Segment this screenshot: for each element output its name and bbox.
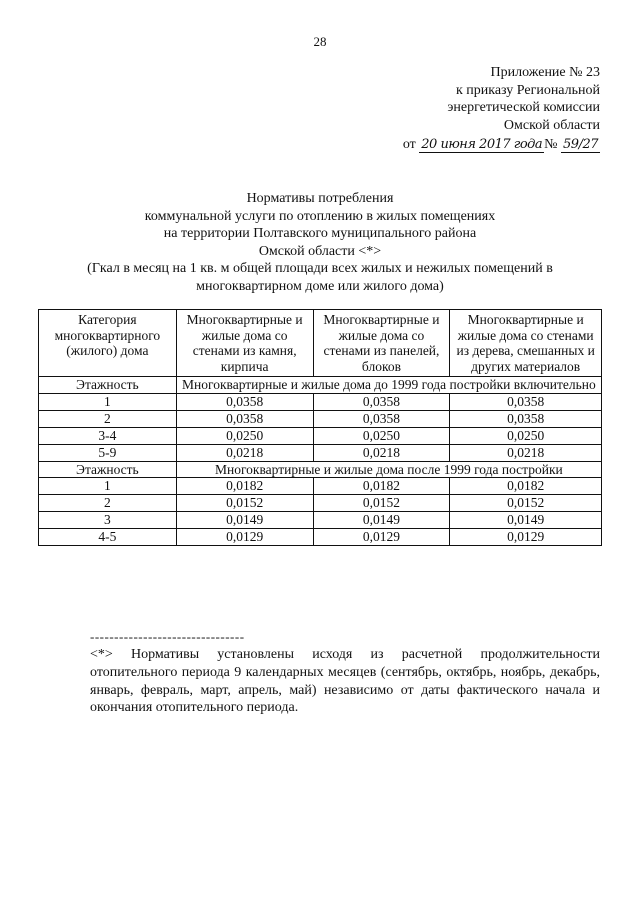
value-cell: 0,0152 xyxy=(450,495,602,512)
floors-cell: 5-9 xyxy=(39,444,177,461)
floors-cell: 3 xyxy=(39,512,177,529)
units-line: (Гкал в месяц на 1 кв. м общей площади всех жилых и нежилых помещений в xyxy=(87,261,553,276)
table-header-row xyxy=(39,310,602,377)
table-row xyxy=(39,393,602,410)
value-cell: 0,0250 xyxy=(176,427,313,444)
title-line: коммунальной услуги по отоплению в жилых помещениях xyxy=(144,208,496,224)
title-line: Нормативы потребления xyxy=(246,191,394,206)
order-date-number-line xyxy=(280,136,600,154)
value-cell: 0,0129 xyxy=(313,529,450,546)
value-cell: 0,0149 xyxy=(450,512,602,529)
value-cell: 0,0358 xyxy=(176,393,313,410)
table-row xyxy=(39,478,602,495)
appendix-line: энергетической комиссии xyxy=(447,100,600,115)
value-cell: 0,0182 xyxy=(176,478,313,495)
value-cell: 0,0149 xyxy=(176,512,313,529)
value-cell: 0,0358 xyxy=(313,410,450,427)
value-cell: 0,0182 xyxy=(313,478,450,495)
value-cell: 0,0218 xyxy=(450,444,602,461)
value-cell: 0,0152 xyxy=(313,495,450,512)
floors-cell: 1 xyxy=(39,478,177,495)
value-cell: 0,0250 xyxy=(313,427,450,444)
value-cell: 0,0358 xyxy=(450,410,602,427)
section-row xyxy=(39,377,602,394)
appendix-line: к приказу Региональной xyxy=(455,82,600,98)
value-cell: 0,0152 xyxy=(176,495,313,512)
table-row xyxy=(39,512,602,529)
floors-cell: 3-4 xyxy=(39,427,177,444)
appendix-line: Омской области xyxy=(503,117,600,133)
value-cell: 0,0250 xyxy=(450,427,602,444)
norms-table xyxy=(38,309,602,546)
units-line: многоквартирном доме или жилого дома) xyxy=(196,278,444,294)
value-cell: 0,0218 xyxy=(176,444,313,461)
header-category: Категория многоквартирного (жилого) дома xyxy=(39,310,177,377)
section-title: Многоквартирные и жилые дома после 1999 года постройки xyxy=(176,461,601,478)
table-row xyxy=(39,427,602,444)
handwritten-order-number: 59/27 xyxy=(563,137,598,152)
floors-cell: 4-5 xyxy=(39,529,177,546)
header-panel: Многоквартирные и жилые дома со стенами из панелей, блоков xyxy=(313,310,450,377)
footnote-separator: -------------------------------- xyxy=(90,629,245,644)
header-brick: Многоквартирные и жилые дома со стенами из камня, кирпича xyxy=(176,310,313,377)
table-row xyxy=(39,410,602,427)
number-prefix: № xyxy=(544,137,558,152)
table-row xyxy=(39,495,602,512)
value-cell: 0,0129 xyxy=(176,529,313,546)
value-cell: 0,0358 xyxy=(313,393,450,410)
floor-label: Этажность xyxy=(39,377,177,394)
header-wood: Многоквартирные и жилые дома со стенами из дерева, смешанных и других материалов xyxy=(450,310,602,377)
handwritten-date: 20 июня 2017 года xyxy=(421,137,543,152)
document-title xyxy=(40,190,600,295)
value-cell: 0,0358 xyxy=(450,393,602,410)
floors-cell: 2 xyxy=(39,495,177,512)
appendix-block xyxy=(280,64,600,154)
value-cell: 0,0218 xyxy=(313,444,450,461)
value-cell: 0,0149 xyxy=(313,512,450,529)
table-row xyxy=(39,444,602,461)
title-line: на территории Полтавского муниципального района xyxy=(163,226,477,241)
value-cell: 0,0358 xyxy=(176,410,313,427)
floors-cell: 2 xyxy=(39,410,177,427)
section-row xyxy=(39,461,602,478)
appendix-line: Приложение № 23 xyxy=(490,65,600,80)
page-number: 28 xyxy=(313,34,327,49)
table-row xyxy=(39,529,602,546)
value-cell: 0,0129 xyxy=(450,529,602,546)
floor-label: Этажность xyxy=(39,461,177,478)
floors-cell: 1 xyxy=(39,393,177,410)
section-title: Многоквартирные и жилые дома до 1999 года постройки включительно xyxy=(176,377,601,394)
date-prefix: от xyxy=(402,137,416,152)
footnote-text: <*> Нормативы установлены исходя из расчетной продолжительности отопительного периода 9 календарных месяцев (сентябрь, октябрь, ноябрь, декабрь, январь, февраль, март, апрель, май) независимо от даты фактического начала и окончания отопительного периода. xyxy=(90,647,600,716)
value-cell: 0,0182 xyxy=(450,478,602,495)
title-line: Омской области <*> xyxy=(258,243,382,259)
